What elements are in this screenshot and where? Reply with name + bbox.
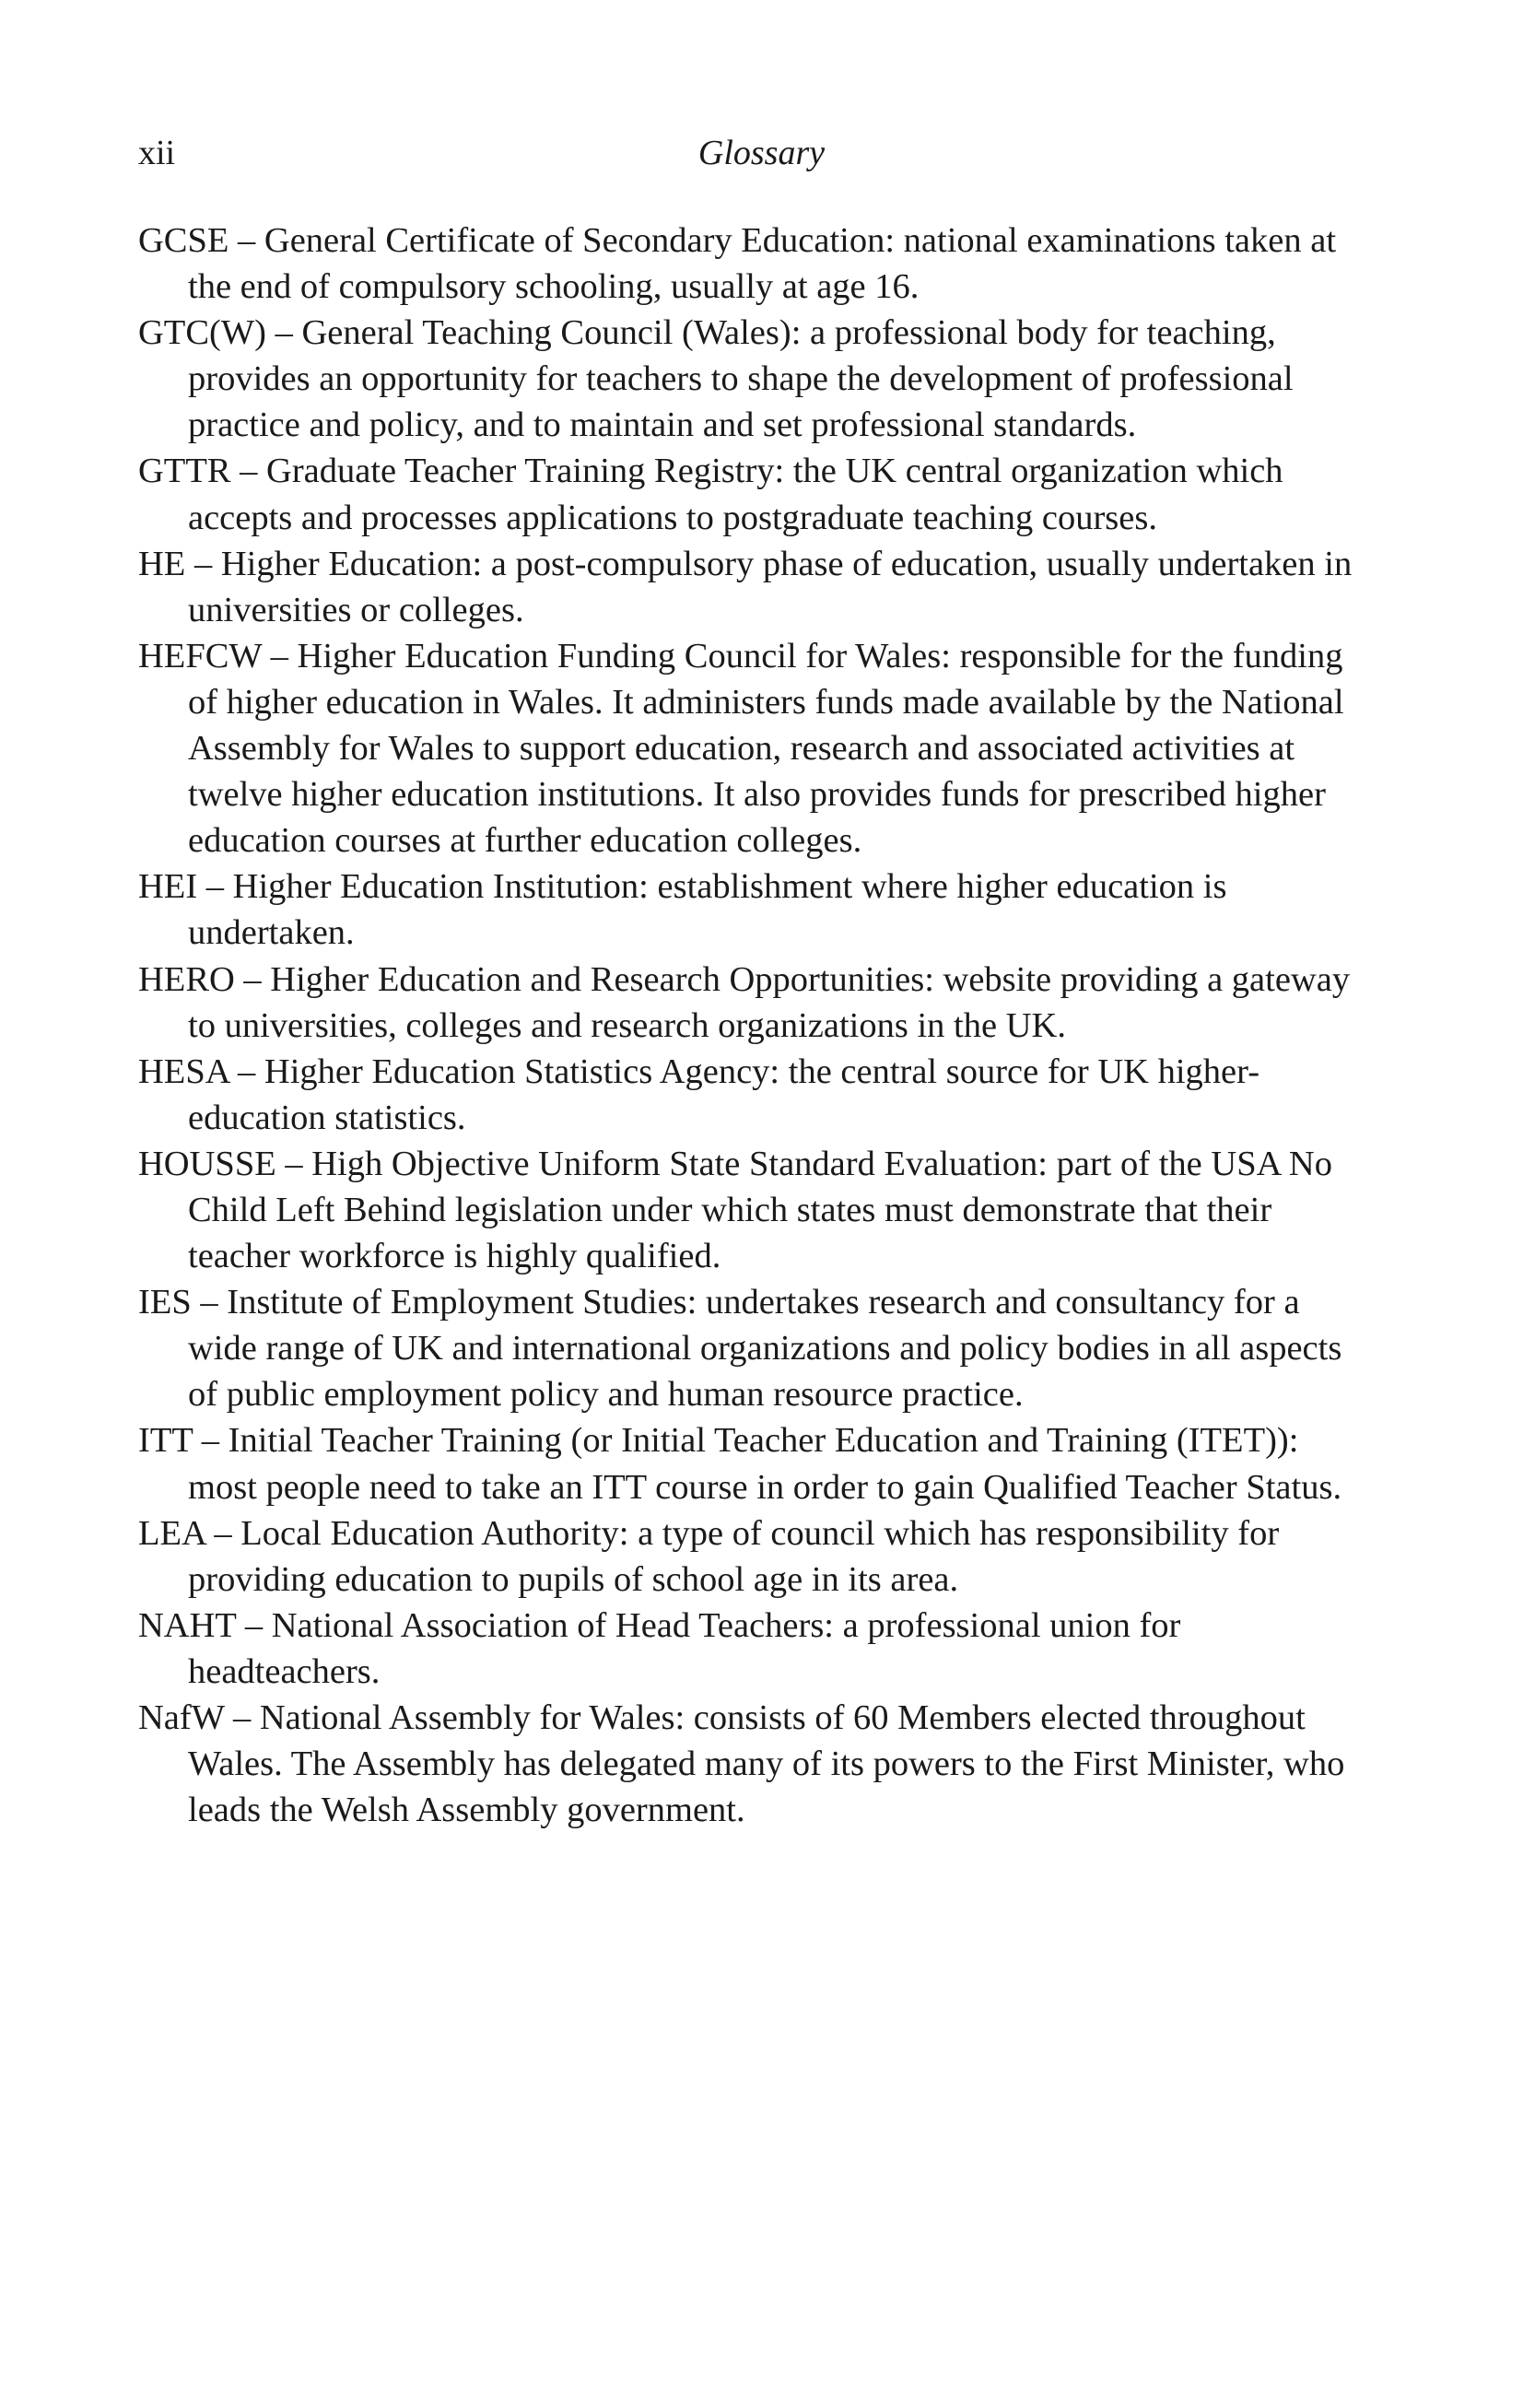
glossary-entry-gcse: GCSE – General Certificate of Secondary Education: national examinations taken at the end of compulsory schooling, usually at age 16. [138, 221, 1337, 307]
glossary-entry-ies: IES – Institute of Employment Studies: undertakes research and consultancy for a wide range of UK and international organizations and policy bodies in all aspects of public employment policy and human resource practice. [138, 1283, 1342, 1415]
glossary-entry-itt: ITT – Initial Teacher Training (or Initial Teacher Education and Training (ITET)): most people need to take an ITT course in order to gain Qualified Teacher Status. [138, 1421, 1342, 1507]
glossary-entry-he: HE – Higher Education: a post-compulsory phase of education, usually undertaken in universities or colleges. [138, 544, 1353, 629]
glossary-entry-hei: HEI – Higher Education Institution: establishment where higher education is undertaken. [138, 867, 1227, 953]
glossary-entry-naht: NAHT – National Association of Head Teachers: a professional union for headteachers. [138, 1605, 1181, 1691]
glossary-entry-gtcw: GTC(W) – General Teaching Council (Wales): a professional body for teaching, provides an opportunity for teachers to shape the development of professional practice and policy, and to maintain and set professional standards. [138, 313, 1294, 445]
glossary-entry-hero: HERO – Higher Education and Research Opportunities: website providing a gateway to universities, colleges and research organizations in the UK. [138, 959, 1351, 1045]
glossary-entry-gttr: GTTR – Graduate Teacher Training Registry: the UK central organization which accepts and processes applications to postgraduate teaching courses. [138, 452, 1283, 537]
glossary-entry-nafw: NafW – National Assembly for Wales: consists of 60 Members elected throughout Wales. The Assembly has delegated many of its powers to the First Minister, who leads the Welsh Assembly government. [138, 1698, 1345, 1830]
glossary-entry-hefcw: HEFCW – Higher Education Funding Council for Wales: responsible for the funding of higher education in Wales. It administers funds made available by the National Assembly for Wales to support education, research and associated activities at twelve higher education institutions. It also provides funds for prescribed higher education courses at further education colleges. [138, 636, 1344, 861]
glossary-list [138, 217, 1373, 1833]
glossary-entry-housse: HOUSSE – High Objective Uniform State Standard Evaluation: part of the USA No Child Left Behind legislation under which states must demonstrate that their teacher workforce is highly qualified. [138, 1144, 1332, 1276]
running-title: Glossary [697, 134, 826, 172]
glossary-entry-hesa: HESA – Higher Education Statistics Agency: the central source for UK higher-education statistics. [138, 1051, 1260, 1137]
glossary-entry-lea: LEA – Local Education Authority: a type of council which has responsibility for providing education to pupils of school age in its area. [138, 1513, 1280, 1599]
page-number: xii [138, 134, 176, 172]
